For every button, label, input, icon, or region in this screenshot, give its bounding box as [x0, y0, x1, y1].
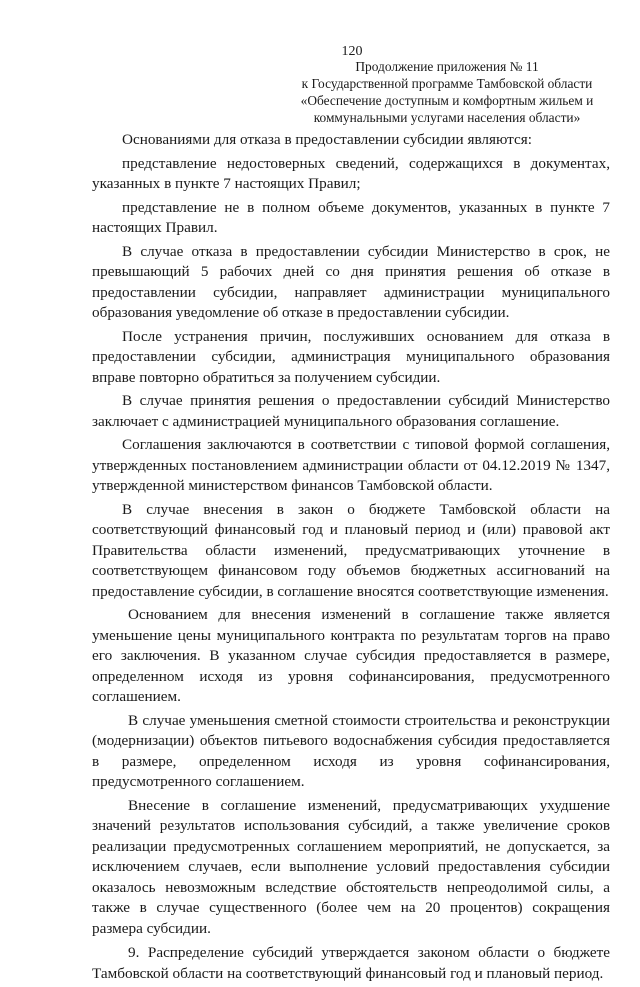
- appendix-line-2: к Государственной программе Тамбовской области: [301, 76, 593, 91]
- paragraph-cost-reduction: В случае уменьшения сметной стоимости строительства и реконструкции (модернизации) объектов питьевого водоснабжения субсидия предоставляется в размере, определенном исходя из уровня софинансирования, предусмотренного соглашением.: [92, 711, 610, 790]
- appendix-line-3: «Обеспечение доступным и комфортным жильем и: [300, 93, 594, 108]
- paragraph-agreement: В случае принятия решения о предоставлении субсидий Министерство заключает с администрацией муниципального образования соглашение.: [92, 392, 610, 430]
- appendix-line-4: коммунальными услугами населения области»: [313, 110, 581, 125]
- paragraph-contract-price: Основанием для внесения изменений в соглашение также является уменьшение цены муниципального контракта по результатам торгов на право его заключения. В указанном случае субсидия предоставляется в размере, определенном исходя из уровня софинансирования, предусмотренного соглашением.: [92, 606, 610, 705]
- paragraph-budget-changes: В случае внесения в закон о бюджете Тамбовской области на соответствующий финансовый год и плановый период и (или) правовой акт Правительства области изменений, предусматривающих уточнение в соответствующем финансовом году объемов бюджетных ассигнований на предоставление субсидии, в соглашение вносятся соответствующие изменения.: [92, 500, 610, 600]
- paragraph-refusal-grounds: Основаниями для отказа в предоставлении субсидии являются:: [122, 131, 532, 148]
- paragraph-refusal-notice: В случае отказа в предоставлении субсидии Министерство в срок, не превышающий 5 рабочих дней со дня принятия решения об отказе в предоставлении субсидии, направляет администрации муниципального образования уведомление об отказе в предоставлении субсидии.: [92, 242, 610, 321]
- paragraph-worsening: Внесение в соглашение изменений, предусматривающих ухудшение значений результатов использования субсидий, а также увеличение сроков реализации предусмотренных соглашением мероприятий, не допускается, за исключением случаев, если выполнение условий предоставления субсидии оказалось невозможным вследствие обстоятельств непреодолимой силы, а также в случае существенного (более чем на 20 процентов) сокращения размера субсидии.: [92, 796, 610, 937]
- paragraph-agreement-form: Соглашения заключаются в соответствии с типовой формой соглашения, утвержденных постановлением администрации области от 04.12.2019 № 1347, утвержденной министерством финансов Тамбовской области.: [92, 436, 610, 494]
- paragraph-distribution: 9. Распределение субсидий утверждается законом области о бюджете Тамбовской области на соответствующий финансовый год и плановый период.: [92, 944, 610, 982]
- appendix-header: [282, 58, 612, 126]
- paragraph-incomplete-docs: представление не в полном объеме документов, указанных в пункте 7 настоящих Правил.: [92, 198, 610, 236]
- appendix-line-1: Продолжение приложения № 11: [355, 59, 539, 74]
- page-number: 120: [341, 44, 363, 59]
- document-body: [92, 130, 610, 987]
- paragraph-false-info: представление недостоверных сведений, содержащихся в документах, указанных в пункте 7 настоящих Правил;: [92, 154, 610, 192]
- paragraph-reapply: После устранения причин, послуживших основанием для отказа в предоставлении субсидии, администрация муниципального образования вправе повторно обратиться за получением субсидии.: [92, 327, 610, 386]
